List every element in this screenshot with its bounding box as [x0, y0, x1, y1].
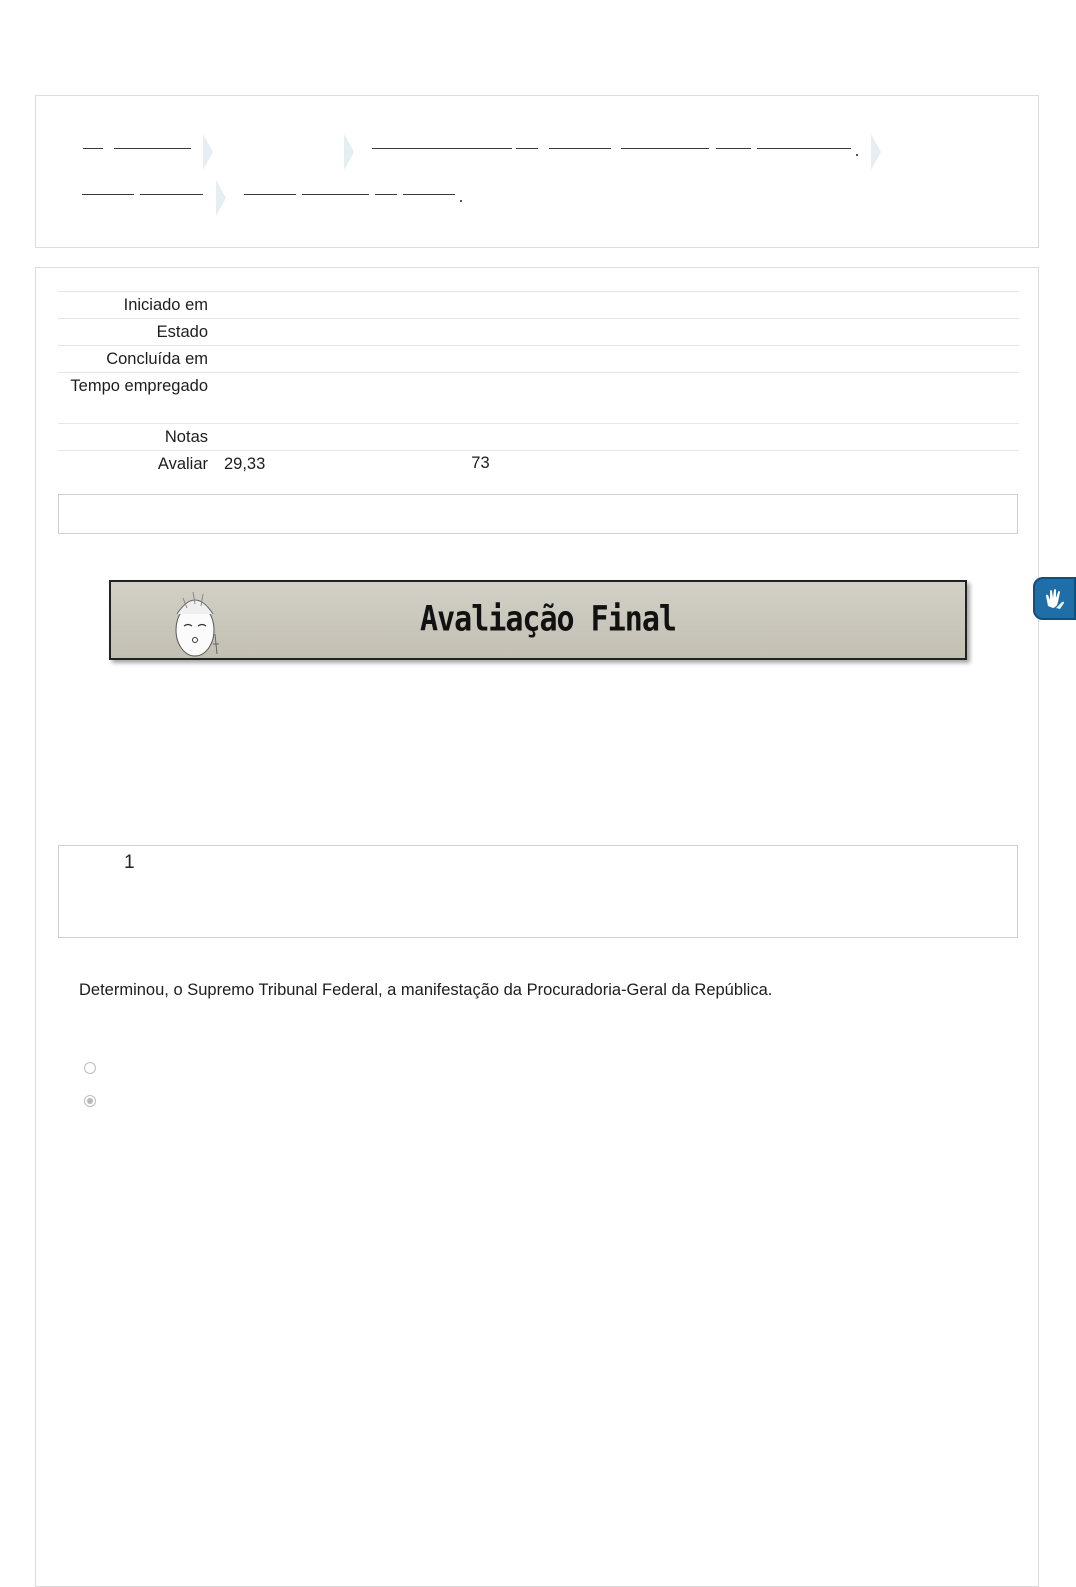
- sign-language-hands-icon: [1042, 586, 1068, 612]
- summary-label: Iniciado em: [123, 296, 208, 314]
- breadcrumb-link[interactable]: [114, 148, 191, 149]
- summary-label: Concluída em: [106, 350, 208, 368]
- summary-row-started: [58, 291, 1019, 318]
- summary-label: Estado: [156, 323, 208, 341]
- question-info-box: [58, 845, 1018, 938]
- breadcrumb-link[interactable]: [403, 194, 455, 195]
- summary-label: Tempo empregado: [70, 377, 208, 395]
- breadcrumb-link[interactable]: [375, 194, 397, 195]
- summary-value: [208, 319, 224, 321]
- breadcrumb-link[interactable]: [83, 148, 103, 149]
- breadcrumb-row-1: [81, 134, 981, 164]
- feedback-box: [58, 494, 1018, 534]
- breadcrumb-link[interactable]: [244, 194, 296, 195]
- breadcrumb-link[interactable]: [140, 194, 203, 195]
- summary-grade-value: 29,33: [224, 455, 266, 473]
- breadcrumb-link[interactable]: [757, 148, 851, 149]
- breadcrumb-link[interactable]: [372, 148, 512, 149]
- summary-row-grade: [58, 450, 1019, 477]
- breadcrumb-row-2: [81, 180, 581, 210]
- summary-value: [208, 292, 224, 294]
- question-number: 1: [124, 852, 135, 873]
- summary-row-marks: [58, 423, 1019, 450]
- summary-value: [208, 424, 224, 426]
- breadcrumb-link[interactable]: [516, 148, 538, 149]
- question-text: Determinou, o Supremo Tribunal Federal, a manifestação da Procuradoria-Geral da República.: [79, 981, 773, 999]
- breadcrumb-chevron-icon: [216, 180, 226, 216]
- summary-row-time-taken: [58, 372, 1019, 423]
- summary-value: [208, 346, 224, 348]
- summary-row-state: [58, 318, 1019, 345]
- summary-value: [208, 373, 224, 375]
- breadcrumb-chevron-icon: [344, 134, 354, 170]
- breadcrumb-link[interactable]: [621, 148, 709, 149]
- answer-option-radio-selected[interactable]: [84, 1095, 96, 1107]
- answer-option-radio[interactable]: [84, 1062, 96, 1074]
- quiz-review-region: [35, 267, 1039, 1587]
- banner-title: Avaliação Final: [420, 599, 676, 640]
- summary-row-completed: [58, 345, 1019, 372]
- breadcrumb-dot: [856, 154, 858, 156]
- accessibility-widget-button[interactable]: [1033, 577, 1076, 620]
- breadcrumb-dot: [460, 200, 462, 202]
- breadcrumb-link[interactable]: [82, 194, 134, 195]
- breadcrumb-chevron-icon: [203, 134, 213, 170]
- breadcrumb-chevron-icon: [871, 134, 881, 170]
- attempt-summary-table: [58, 291, 1019, 477]
- summary-label: Avaliar: [157, 455, 208, 473]
- breadcrumb: [35, 95, 1039, 248]
- evaluation-banner: [109, 580, 967, 660]
- breadcrumb-link[interactable]: [302, 194, 369, 195]
- breadcrumb-link[interactable]: [549, 148, 611, 149]
- summary-grade-total: 73: [471, 454, 490, 472]
- breadcrumb-link[interactable]: [716, 148, 751, 149]
- summary-label: Notas: [164, 428, 208, 446]
